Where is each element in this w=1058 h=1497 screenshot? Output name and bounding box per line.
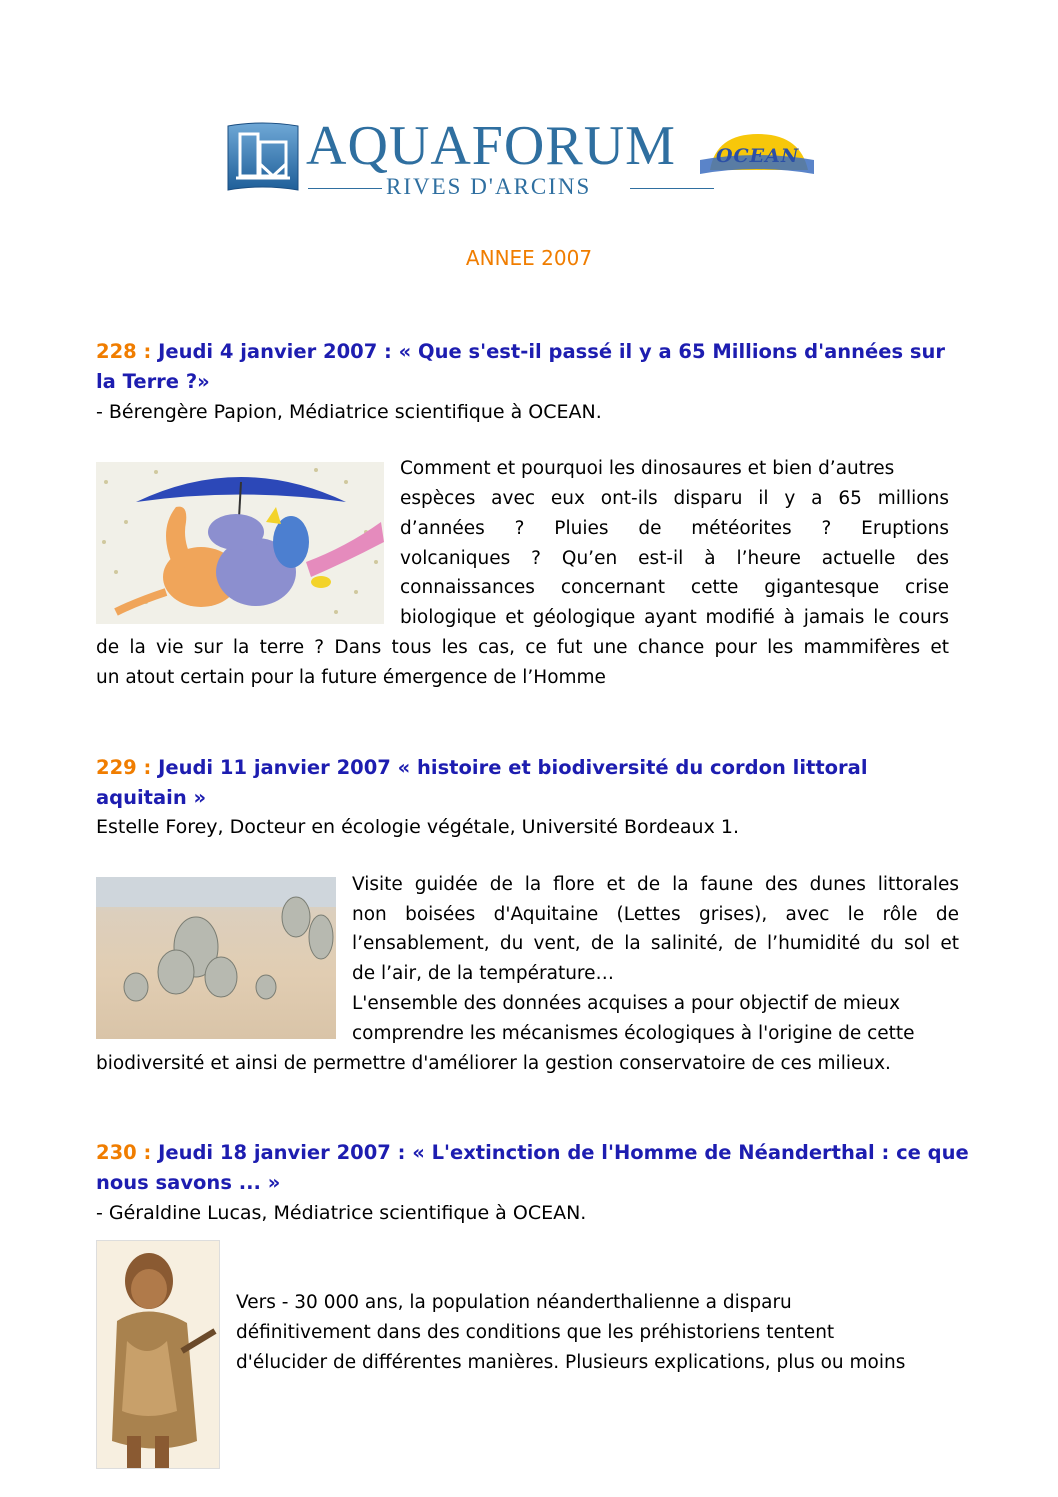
conference-title-line: la Terre ?» bbox=[96, 370, 210, 393]
description-line: biodiversité et ainsi de permettre d'améliorer la gestion conservatoire de ces milieux. bbox=[96, 1053, 891, 1074]
conference-title-line: aquitain » bbox=[96, 786, 207, 809]
description-line: de la vie sur la terre ? Dans tous les cas, ce fut une chance pour les mammifères et bbox=[96, 637, 949, 658]
description-line: espèces avec eux ont-ils disparu il y a 65 millions bbox=[400, 488, 949, 509]
logo-title: AQUAFORUM bbox=[306, 115, 676, 177]
conference-speaker: - Géraldine Lucas, Médiatrice scientifique à OCEAN. bbox=[96, 1202, 587, 1224]
conference-title-line: Jeudi 11 janvier 2007 « histoire et biodiversité du cordon littoral bbox=[158, 756, 868, 779]
logo-subtitle: RIVES D'ARCINS bbox=[386, 174, 592, 199]
conference-title bbox=[96, 753, 868, 783]
conference-speaker: - Bérengère Papion, Médiatrice scientifique à OCEAN. bbox=[96, 401, 602, 423]
description-line: biologique et géologique ayant modifié à jamais le cours bbox=[400, 607, 949, 628]
conference-title-line: Jeudi 4 janvier 2007 : « Que s'est-il passé il y a 65 Millions d'années sur bbox=[158, 340, 945, 363]
conference-number: 228 : bbox=[96, 340, 152, 363]
aquaforum-logo bbox=[226, 115, 836, 203]
description-line: un atout certain pour la future émergence de l’Homme bbox=[96, 667, 606, 688]
neanderthal-man-illustration bbox=[96, 1240, 220, 1469]
logo-divider bbox=[630, 188, 714, 189]
description-line: l’ensablement, du vent, de la salinité, de l’humidité du sol et bbox=[352, 933, 959, 954]
description-line: Vers - 30 000 ans, la population néanderthalienne a disparu bbox=[236, 1292, 792, 1313]
description-line: d'élucider de différentes manières. Plusieurs explications, plus ou moins bbox=[236, 1352, 906, 1373]
description-line: Visite guidée de la flore et de la faune des dunes littorales bbox=[352, 874, 959, 895]
description-line: connaissances concernant cette gigantesque crise bbox=[400, 577, 949, 598]
conference-number: 230 : bbox=[96, 1141, 152, 1164]
description-line: définitivement dans des conditions que les préhistoriens tentent bbox=[236, 1322, 835, 1343]
conference-title bbox=[96, 337, 945, 367]
description-line: volcaniques ? Qu’en est-il à l’heure actuelle des bbox=[400, 548, 949, 569]
description-line: de l’air, de la température… bbox=[352, 963, 615, 984]
description-line: L'ensemble des données acquises a pour objectif de mieux bbox=[352, 993, 901, 1014]
conference-speaker: Estelle Forey, Docteur en écologie végétale, Université Bordeaux 1. bbox=[96, 816, 739, 838]
logo-divider bbox=[308, 188, 382, 189]
building-icon bbox=[226, 120, 300, 196]
conference-title-line: Jeudi 18 janvier 2007 : « L'extinction de l'Homme de Néanderthal : ce que bbox=[158, 1141, 969, 1164]
year-heading: ANNEE 2007 bbox=[465, 246, 593, 270]
description-text: Comment et pourquoi les dinosaures et bien d’autres bbox=[400, 458, 895, 479]
description-line bbox=[400, 454, 949, 484]
dune-plants-photo bbox=[96, 877, 336, 1039]
conference-number: 229 : bbox=[96, 756, 152, 779]
description-line: comprendre les mécanismes écologiques à l'origine de cette bbox=[352, 1023, 915, 1044]
dinosaurs-umbrella-illustration bbox=[96, 462, 384, 624]
description-line: non boisées d'Aquitaine (Lettes grises), avec le rôle de bbox=[352, 904, 959, 925]
conference-title-line: nous savons ... » bbox=[96, 1171, 281, 1194]
ocean-badge-text: OCEAN bbox=[716, 145, 800, 167]
description-line: d’années ? Pluies de météorites ? Eruptions bbox=[400, 518, 949, 539]
conference-title bbox=[96, 1138, 969, 1168]
